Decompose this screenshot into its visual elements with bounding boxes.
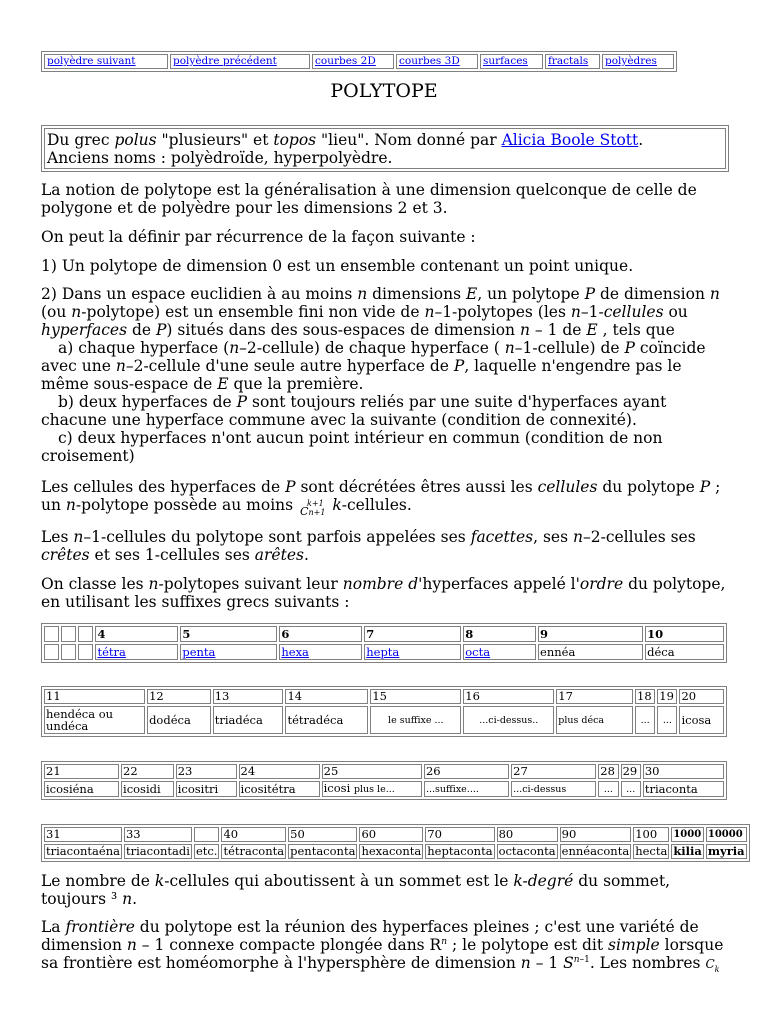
suffix-table-4-10: 4 5 6 7 8 9 10 tétra penta hexa hepta octa ennéa déca: [41, 623, 727, 663]
binomial-formula: k+1 Cn+1: [300, 499, 326, 518]
nav-polyhedra-link[interactable]: polyèdres: [605, 55, 657, 67]
intro-box: Du grec polus "plusieurs" et topos "lieu". Nom donné par Alicia Boole Stott. Anciens noms : polyèdroïde, hyperpolyèdre.: [41, 125, 729, 172]
nav-table: [41, 51, 677, 72]
paragraph-rule-2: 2) Dans un espace euclidien à au moins n dimensions E, un polytope P de dimension n (ou n-polytope) est un ensemble fini non vide de n–1-polytopes (les n–1-cellules ou hyperfaces de P) situés dans des sous-espaces de dimension n – 1 de E , tels que a) chaque hyperface (n–2-cellule) de chaque hyperface ( n–1-cellule) de P coïncide avec une n–2-cellule d'une seule autre hyperface de P, laquelle n'engendre pas le même sous-espace de E que la première. b) deux hyperfaces de P sont toujours reliés par une suite d'hyperfaces ayant chacune une hyperface commune avec la suivante (condition de connexité). c) deux hyperfaces n'ont aucun point intérieur en commun (condition de non croisement): [41, 285, 720, 465]
suffix-table-31-10000: 31 33 40 50 60 70 80 90 100 1000 10000 triacontaéna triacontadi etc. tétraconta pentaconta hexaconta heptaconta octaconta ennéaconta hecta kilia myria: [41, 824, 750, 862]
paragraph-definition: La notion de polytope est la généralisation à une dimension quelconque de celle de polygone et de polyèdre pour les dimensions 2 et 3.: [41, 181, 697, 217]
nav-fractals-link[interactable]: fractals: [548, 55, 589, 67]
hepta-link[interactable]: hepta: [366, 644, 400, 659]
paragraph-recurrence: On peut la définir par récurrence de la façon suivante :: [41, 228, 476, 246]
octa-link[interactable]: octa: [465, 644, 491, 659]
nav-previous-polyhedron-link[interactable]: polyèdre précédent: [173, 55, 277, 67]
author-link[interactable]: Alicia Boole Stott: [501, 131, 639, 149]
paragraph-facets: Les n–1-cellules du polytope sont parfois appelées ses facettes, ses n–2-cellules ses crêtes et ses 1-cellules ses arêtes.: [41, 528, 696, 564]
nav-next-polyhedron-link[interactable]: polyèdre suivant: [47, 55, 136, 67]
suffix-table-21-30: 21 22 23 24 25 26 27 28 29 30 icosiéna icosidi icositri icositétra icosi plus le... ...suffixe.... ...ci-dessus ... ... triaconta: [41, 761, 727, 800]
nav-surfaces-link[interactable]: surfaces: [483, 55, 528, 67]
paragraph-k-degree: Le nombre de k-cellules qui aboutissent à un sommet est le k-degré du sommet, toujours ³ n.: [41, 872, 671, 908]
hexa-link[interactable]: hexa: [281, 644, 309, 659]
nav-curves-3d-link[interactable]: courbes 3D: [399, 55, 460, 67]
penta-link[interactable]: penta: [182, 644, 216, 659]
page-title: POLYTOPE: [330, 80, 438, 102]
paragraph-rule-1: 1) Un polytope de dimension 0 est un ensemble contenant un point unique.: [41, 257, 634, 275]
suffix-table-11-20: 11 12 13 14 15 16 17 18 19 20 hendéca ou undéca dodéca triadéca tétradéca le suffixe ... ...ci-dessus.. plus déca ... ... icosa: [41, 686, 727, 737]
nav-curves-2d-link[interactable]: courbes 2D: [315, 55, 376, 67]
paragraph-cells: Les cellules des hyperfaces de P sont décrétées êtres aussi les cellules du polytope P ; un n-polytope possède au moins k+1 Cn+1 k-cellules.: [41, 478, 721, 518]
old-names: Anciens noms : polyèdroïde, hyperpolyèdre.: [47, 149, 393, 167]
tetra-link[interactable]: tétra: [97, 644, 126, 659]
paragraph-frontier: La frontière du polytope est la réunion des hyperfaces pleines ; c'est une variété de dimension n – 1 connexe compacte plongée dans $R^n$ ; le polytope est dit simple lorsque sa frontière est homéomorphe à l'hypersphère de dimension n – 1 $S^{n-1}$. Les nombres $C_k$: [41, 918, 724, 975]
paragraph-order: On classe les n-polytopes suivant leur nombre d'hyperfaces appelé l'ordre du polytope, en utilisant les suffixes grecs suivants :: [41, 575, 726, 611]
